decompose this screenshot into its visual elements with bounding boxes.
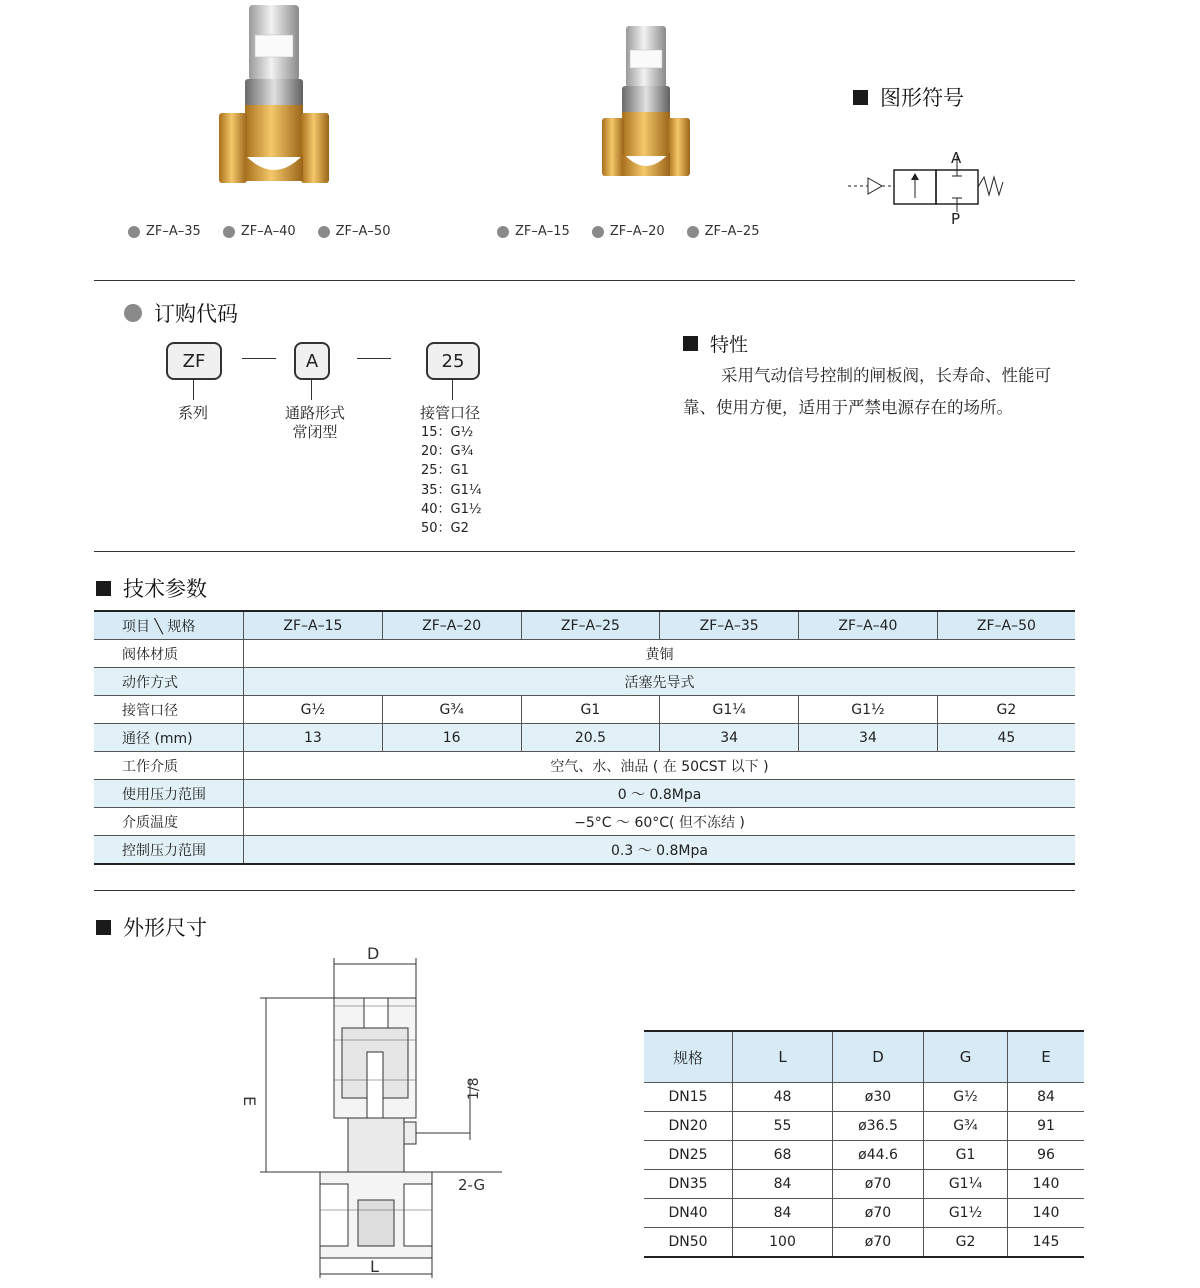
table-row <box>644 1228 1084 1258</box>
dim-header-row <box>644 1031 1084 1083</box>
port-a-label: A <box>951 149 962 167</box>
cell: G½ <box>244 696 383 724</box>
model-list-large <box>128 224 390 239</box>
port-p-label: P <box>951 210 961 228</box>
cell: 34 <box>660 724 799 752</box>
dim-e-label: E <box>240 1096 259 1107</box>
cell: G¾ <box>382 696 521 724</box>
port-size-item: 20：G¾ <box>421 444 474 460</box>
model-list-small <box>497 224 759 239</box>
code-leader <box>311 380 312 400</box>
spec-table <box>94 610 1075 865</box>
model-label: ZF–A–50 <box>335 224 391 239</box>
symbol-title: 图形符号 <box>853 82 964 112</box>
row-label: 接管口径 <box>94 696 244 724</box>
row-label: 使用压力范围 <box>94 780 244 808</box>
row-value: 活塞先导式 <box>244 668 1076 696</box>
row-label: 介质温度 <box>94 808 244 836</box>
valve-photo-large <box>215 5 333 185</box>
model-item <box>497 224 570 239</box>
port-size-item: 25：G1 <box>421 463 469 479</box>
row-label: 工作介质 <box>94 752 244 780</box>
dim-g-label: 2-G <box>458 1176 486 1194</box>
table-row <box>644 1083 1084 1112</box>
spec-row-port <box>94 696 1075 724</box>
model-item <box>223 224 296 239</box>
code-leader <box>193 380 194 400</box>
spec-row-medium <box>94 752 1075 780</box>
table-row <box>644 1199 1084 1228</box>
square-bullet-icon <box>683 336 698 351</box>
valve-symbol-diagram <box>848 148 1008 228</box>
cell: 145 <box>1008 1228 1085 1258</box>
cell: DN35 <box>644 1170 733 1199</box>
divider <box>94 890 1075 891</box>
divider <box>94 280 1075 281</box>
bullet-icon <box>687 226 699 238</box>
port-size-label: 接管口径 <box>420 404 481 422</box>
cell: ø44.6 <box>833 1141 924 1170</box>
model-label: ZF–A–15 <box>515 224 570 239</box>
bullet-icon <box>497 226 509 238</box>
model-label: ZF–A–40 <box>240 224 296 239</box>
model-label: ZF–A–35 <box>146 224 201 239</box>
row-value: 0 ～ 0.8Mpa <box>244 780 1076 808</box>
bullet-icon <box>128 226 140 238</box>
dim-l-label: L <box>370 1257 379 1276</box>
cell: DN15 <box>644 1083 733 1112</box>
cell: 84 <box>733 1170 833 1199</box>
cell: 96 <box>1008 1141 1085 1170</box>
cell: G2 <box>937 696 1075 724</box>
cell: ø36.5 <box>833 1112 924 1141</box>
model-label: ZF–A–25 <box>704 224 760 239</box>
cell: ø70 <box>833 1228 924 1258</box>
header-cell: L <box>733 1031 833 1083</box>
code-port-box: 25 <box>426 342 480 380</box>
model-label: ZF–A–20 <box>609 224 665 239</box>
spec-row-bore <box>94 724 1075 752</box>
dim-port-label: 1/8 <box>466 1077 482 1100</box>
header-cell: ZF–A–40 <box>799 611 938 640</box>
divider <box>94 551 1075 552</box>
cell: 91 <box>1008 1112 1085 1141</box>
bullet-icon <box>592 226 604 238</box>
cell: 20.5 <box>521 724 660 752</box>
path-type-label: 通路形式 <box>284 404 345 422</box>
header-cell: E <box>1008 1031 1085 1083</box>
header-cell: 规格 <box>644 1031 733 1083</box>
cell: G1½ <box>924 1199 1008 1228</box>
cell: G1 <box>924 1141 1008 1170</box>
code-dash <box>242 358 276 359</box>
cell: G½ <box>924 1083 1008 1112</box>
dim-d-label: D <box>367 944 380 963</box>
cell: 140 <box>1008 1170 1085 1199</box>
table-row <box>644 1112 1084 1141</box>
cell: G2 <box>924 1228 1008 1258</box>
header-cell: ZF–A–50 <box>937 611 1075 640</box>
bullet-icon <box>124 304 142 322</box>
model-item <box>592 224 665 239</box>
header-cell: ZF–A–35 <box>660 611 799 640</box>
cell: DN40 <box>644 1199 733 1228</box>
series-label: 系列 <box>177 404 208 422</box>
cell: ø70 <box>833 1199 924 1228</box>
port-size-list <box>421 423 482 538</box>
cell: G1½ <box>799 696 938 724</box>
port-size-item: 40：G1½ <box>421 501 482 517</box>
header-cell: ZF–A–15 <box>244 611 383 640</box>
row-label: 阀体材质 <box>94 640 244 668</box>
row-value: 空气、水、油品 ( 在 50CST 以下 ) <box>244 752 1076 780</box>
cell: 84 <box>733 1199 833 1228</box>
spec-row-control <box>94 836 1075 865</box>
cell: 68 <box>733 1141 833 1170</box>
model-item <box>687 224 760 239</box>
spec-title: 技术参数 <box>96 573 207 603</box>
cell: 48 <box>733 1083 833 1112</box>
model-item <box>128 224 201 239</box>
row-label: 通径 (mm) <box>94 724 244 752</box>
spec-row-action <box>94 668 1075 696</box>
cell: DN20 <box>644 1112 733 1141</box>
cell: 140 <box>1008 1199 1085 1228</box>
code-dash <box>357 358 391 359</box>
table-row <box>644 1141 1084 1170</box>
square-bullet-icon <box>853 90 868 105</box>
code-path-box: A <box>294 342 330 380</box>
port-size-item: 15：G½ <box>421 425 474 440</box>
row-value: −5°C ～ 60°C( 但不冻结 ) <box>244 808 1076 836</box>
model-item <box>318 224 391 239</box>
header-cell: D <box>833 1031 924 1083</box>
square-bullet-icon <box>96 920 111 935</box>
features-text: 采用气动信号控制的闸板阀，长寿命、性能可靠、使用方便，适用于严禁电源存在的场所。 <box>683 366 1051 417</box>
features-title: 特性 <box>683 330 748 357</box>
cell: DN50 <box>644 1228 733 1258</box>
valve-photo-small <box>600 26 692 180</box>
square-bullet-icon <box>96 581 111 596</box>
code-leader <box>452 380 453 400</box>
cell: 45 <box>937 724 1075 752</box>
cell: DN25 <box>644 1141 733 1170</box>
header-cell: ZF–A–25 <box>521 611 660 640</box>
row-label: 控制压力范围 <box>94 836 244 865</box>
cell: G1¼ <box>924 1170 1008 1199</box>
spec-header-row <box>94 611 1075 640</box>
spec-row-pressure <box>94 780 1075 808</box>
dimensions-title: 外形尺寸 <box>96 912 207 942</box>
cell: G¾ <box>924 1112 1008 1141</box>
spec-row-material <box>94 640 1075 668</box>
spec-row-temp <box>94 808 1075 836</box>
header-cell: 项目 ╲ 规格 <box>94 611 244 640</box>
header-cell: G <box>924 1031 1008 1083</box>
cell: 84 <box>1008 1083 1085 1112</box>
cell: 13 <box>244 724 383 752</box>
bullet-icon <box>318 226 330 238</box>
cell: G1¼ <box>660 696 799 724</box>
dimension-table <box>644 1030 1084 1258</box>
code-series-box: ZF <box>166 342 222 380</box>
cell: 55 <box>733 1112 833 1141</box>
cell: 34 <box>799 724 938 752</box>
row-label: 动作方式 <box>94 668 244 696</box>
dimension-drawing <box>230 940 520 1280</box>
cell: 100 <box>733 1228 833 1258</box>
cell: 16 <box>382 724 521 752</box>
cell: ø30 <box>833 1083 924 1112</box>
bullet-icon <box>223 226 235 238</box>
port-size-item: 35：G1¼ <box>421 482 482 498</box>
header-cell: ZF–A–20 <box>382 611 521 640</box>
cell: G1 <box>521 696 660 724</box>
table-row <box>644 1170 1084 1199</box>
cell: ø70 <box>833 1170 924 1199</box>
row-value: 黄铜 <box>244 640 1076 668</box>
port-size-item: 50：G2 <box>421 521 469 537</box>
row-value: 0.3 ～ 0.8Mpa <box>244 836 1076 865</box>
order-title: 订购代码 <box>124 298 238 328</box>
path-type-sub-label: 常闭型 <box>292 423 338 441</box>
